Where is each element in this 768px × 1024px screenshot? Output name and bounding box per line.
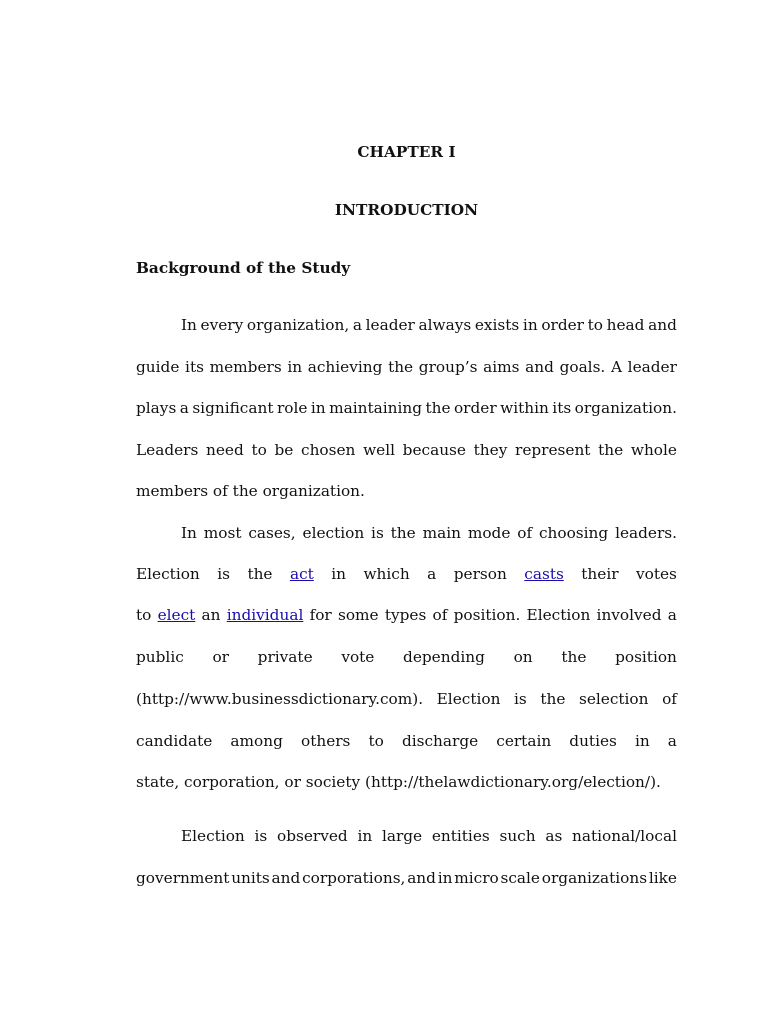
paragraph-2-line-4: public or private vote depending on the position: [136, 648, 677, 666]
paragraph-2-line-2: Election is the act in which a person casts their votes: [136, 565, 677, 583]
paragraph-1-line-4: Leaders need to be chosen well because they represent the whole: [136, 441, 677, 459]
paragraph-2-line-3: to elect an individual for some types of position. Election involved a: [136, 606, 677, 624]
paragraph-2-line-1: In most cases, election is the main mode of choosing leaders.: [181, 524, 677, 542]
chapter-title: CHAPTER I: [357, 143, 456, 161]
paragraph-2-line-6: candidate among others to discharge certain duties in a: [136, 732, 677, 750]
link-act[interactable]: act: [289, 565, 314, 583]
link-individual[interactable]: individual: [226, 606, 304, 624]
paragraph-1-line-5: members of the organization.: [136, 482, 365, 500]
subsection-title: Background of the Study: [136, 259, 351, 277]
paragraph-3-line-1: Election is observed in large entities such as national/local: [181, 827, 677, 845]
paragraph-2-line-5: (http://www.businessdictionary.com). Election is the selection of: [136, 690, 677, 708]
paragraph-3-line-2: government units and corporations, and in micro scale organizations like: [136, 869, 677, 887]
section-title: INTRODUCTION: [334, 201, 479, 219]
paragraph-2-line-7: state, corporation, or society (http://thelawdictionary.org/election/).: [136, 773, 661, 791]
link-casts[interactable]: casts: [524, 565, 564, 583]
paragraph-1-line-3: plays a significant role in maintaining the order within its organization.: [136, 399, 677, 417]
link-elect[interactable]: elect: [157, 606, 196, 624]
paragraph-1-line-2: guide its members in achieving the group’s aims and goals. A leader: [136, 358, 677, 376]
paragraph-1-line-1: In every organization, a leader always exists in order to head and: [181, 316, 677, 334]
